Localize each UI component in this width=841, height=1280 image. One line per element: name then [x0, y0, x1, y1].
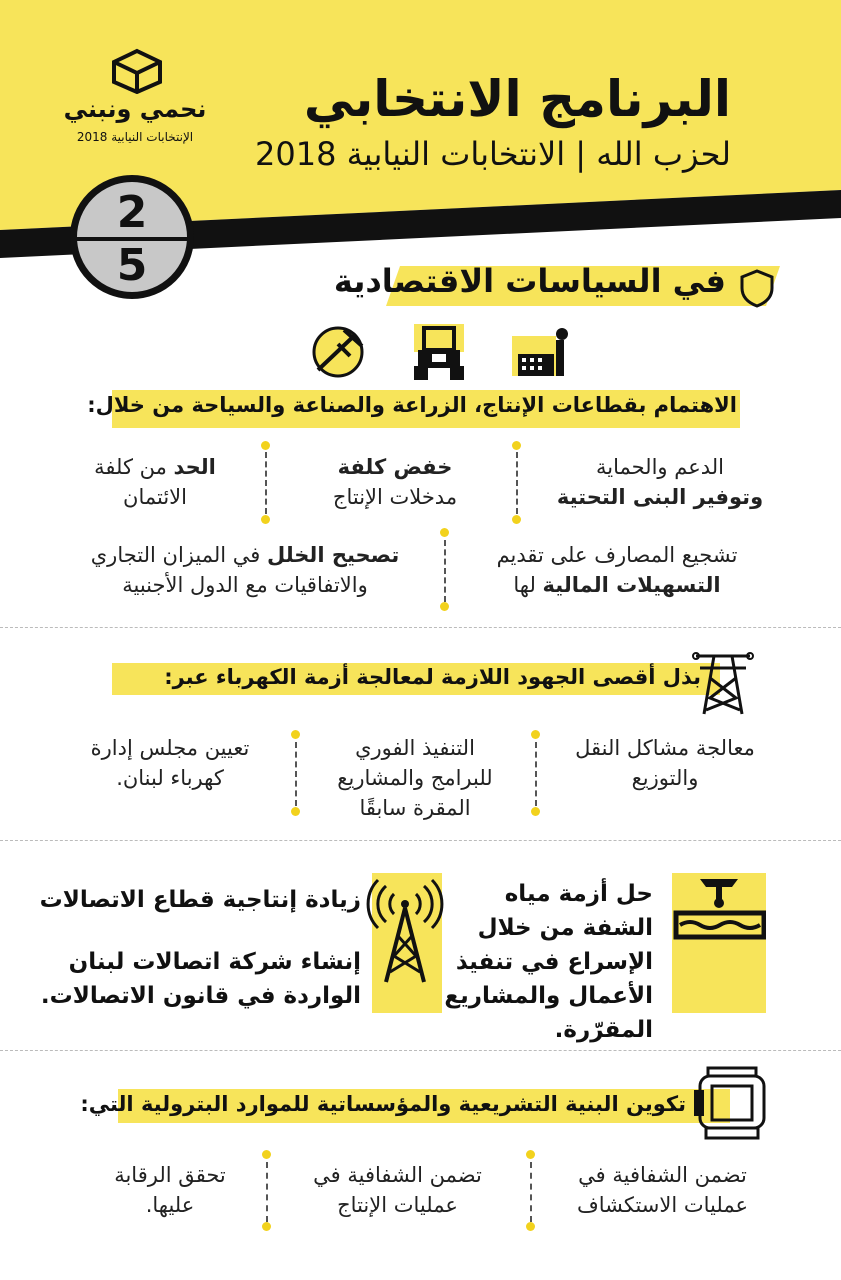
section1-heading: الاهتمام بقطاعات الإنتاج، الزراعة والصناعة والسياحة من خلال:	[87, 393, 737, 417]
list-item: تحقق الرقابة عليها.	[114, 1163, 226, 1217]
oil-pump-icon	[692, 1060, 772, 1142]
power-tower-icon	[690, 648, 756, 716]
water-pipe-icon	[672, 873, 766, 953]
logo-name: نحمي ونبني	[63, 95, 207, 123]
logo-subtitle: الإنتخابات النيابية 2018	[76, 130, 194, 144]
list-item: تعيين مجلس إدارة كهرباء لبنان.	[90, 736, 250, 790]
divider	[0, 840, 841, 841]
antenna-icon	[360, 876, 450, 986]
list-item: تشجيع المصارف على تقديم التسهيلات المالية لها	[496, 543, 738, 597]
list-item: التنفيذ الفوري للبرامج والمشاريع المقرة سابقًا	[337, 736, 493, 820]
section4-heading: تكوين البنية التشريعية والمؤسساتية للموارد البترولية التي:	[80, 1092, 686, 1116]
list-item: تصحيح الخلل في الميزان التجاري والاتفاقيات مع الدول الأجنبية	[90, 543, 400, 597]
water-text: حل أزمة مياه الشفة من خلال الإسراع في تنفيذ الأعمال والمشاريع المقرّرة.	[444, 881, 653, 1043]
page-title: البرنامج الانتخابي	[303, 70, 731, 128]
list-item: تضمن الشفافية في عمليات الإنتاج	[313, 1163, 482, 1217]
page-number: 2	[116, 187, 148, 238]
list-item: الدعم والحماية وتوفير البنى التحتية	[556, 455, 764, 509]
telecom-text-1: زيادة إنتاجية قطاع الاتصالات	[39, 887, 361, 913]
list-item: تضمن الشفافية في عمليات الاستكشاف	[576, 1163, 749, 1217]
tractor-icon	[410, 322, 468, 382]
ballot-box-icon	[110, 48, 164, 94]
factory-icon	[512, 326, 572, 380]
page-counter	[70, 175, 194, 299]
shield-icon	[738, 268, 776, 308]
page-subtitle: لحزب الله | الانتخابات النيابية 2018	[255, 135, 731, 173]
section-title: في السياسات الاقتصادية	[333, 262, 726, 300]
section2-heading: بذل أقصى الجهود اللازمة لمعالجة أزمة الكهرباء عبر:	[164, 665, 701, 689]
list-item: خفض كلفة مدخلات الإنتاج	[332, 455, 458, 509]
divider	[0, 627, 841, 628]
list-item: الحد من كلفة الائتمان	[94, 455, 216, 509]
telecom-text-2: إنشاء شركة اتصالات لبنان الواردة في قانون الاتصالات.	[40, 949, 361, 1009]
divider	[0, 1050, 841, 1051]
page-total: 5	[116, 240, 148, 291]
tourism-plane-icon	[308, 320, 368, 380]
list-item: معالجة مشاكل النقل والتوزيع	[575, 736, 755, 790]
